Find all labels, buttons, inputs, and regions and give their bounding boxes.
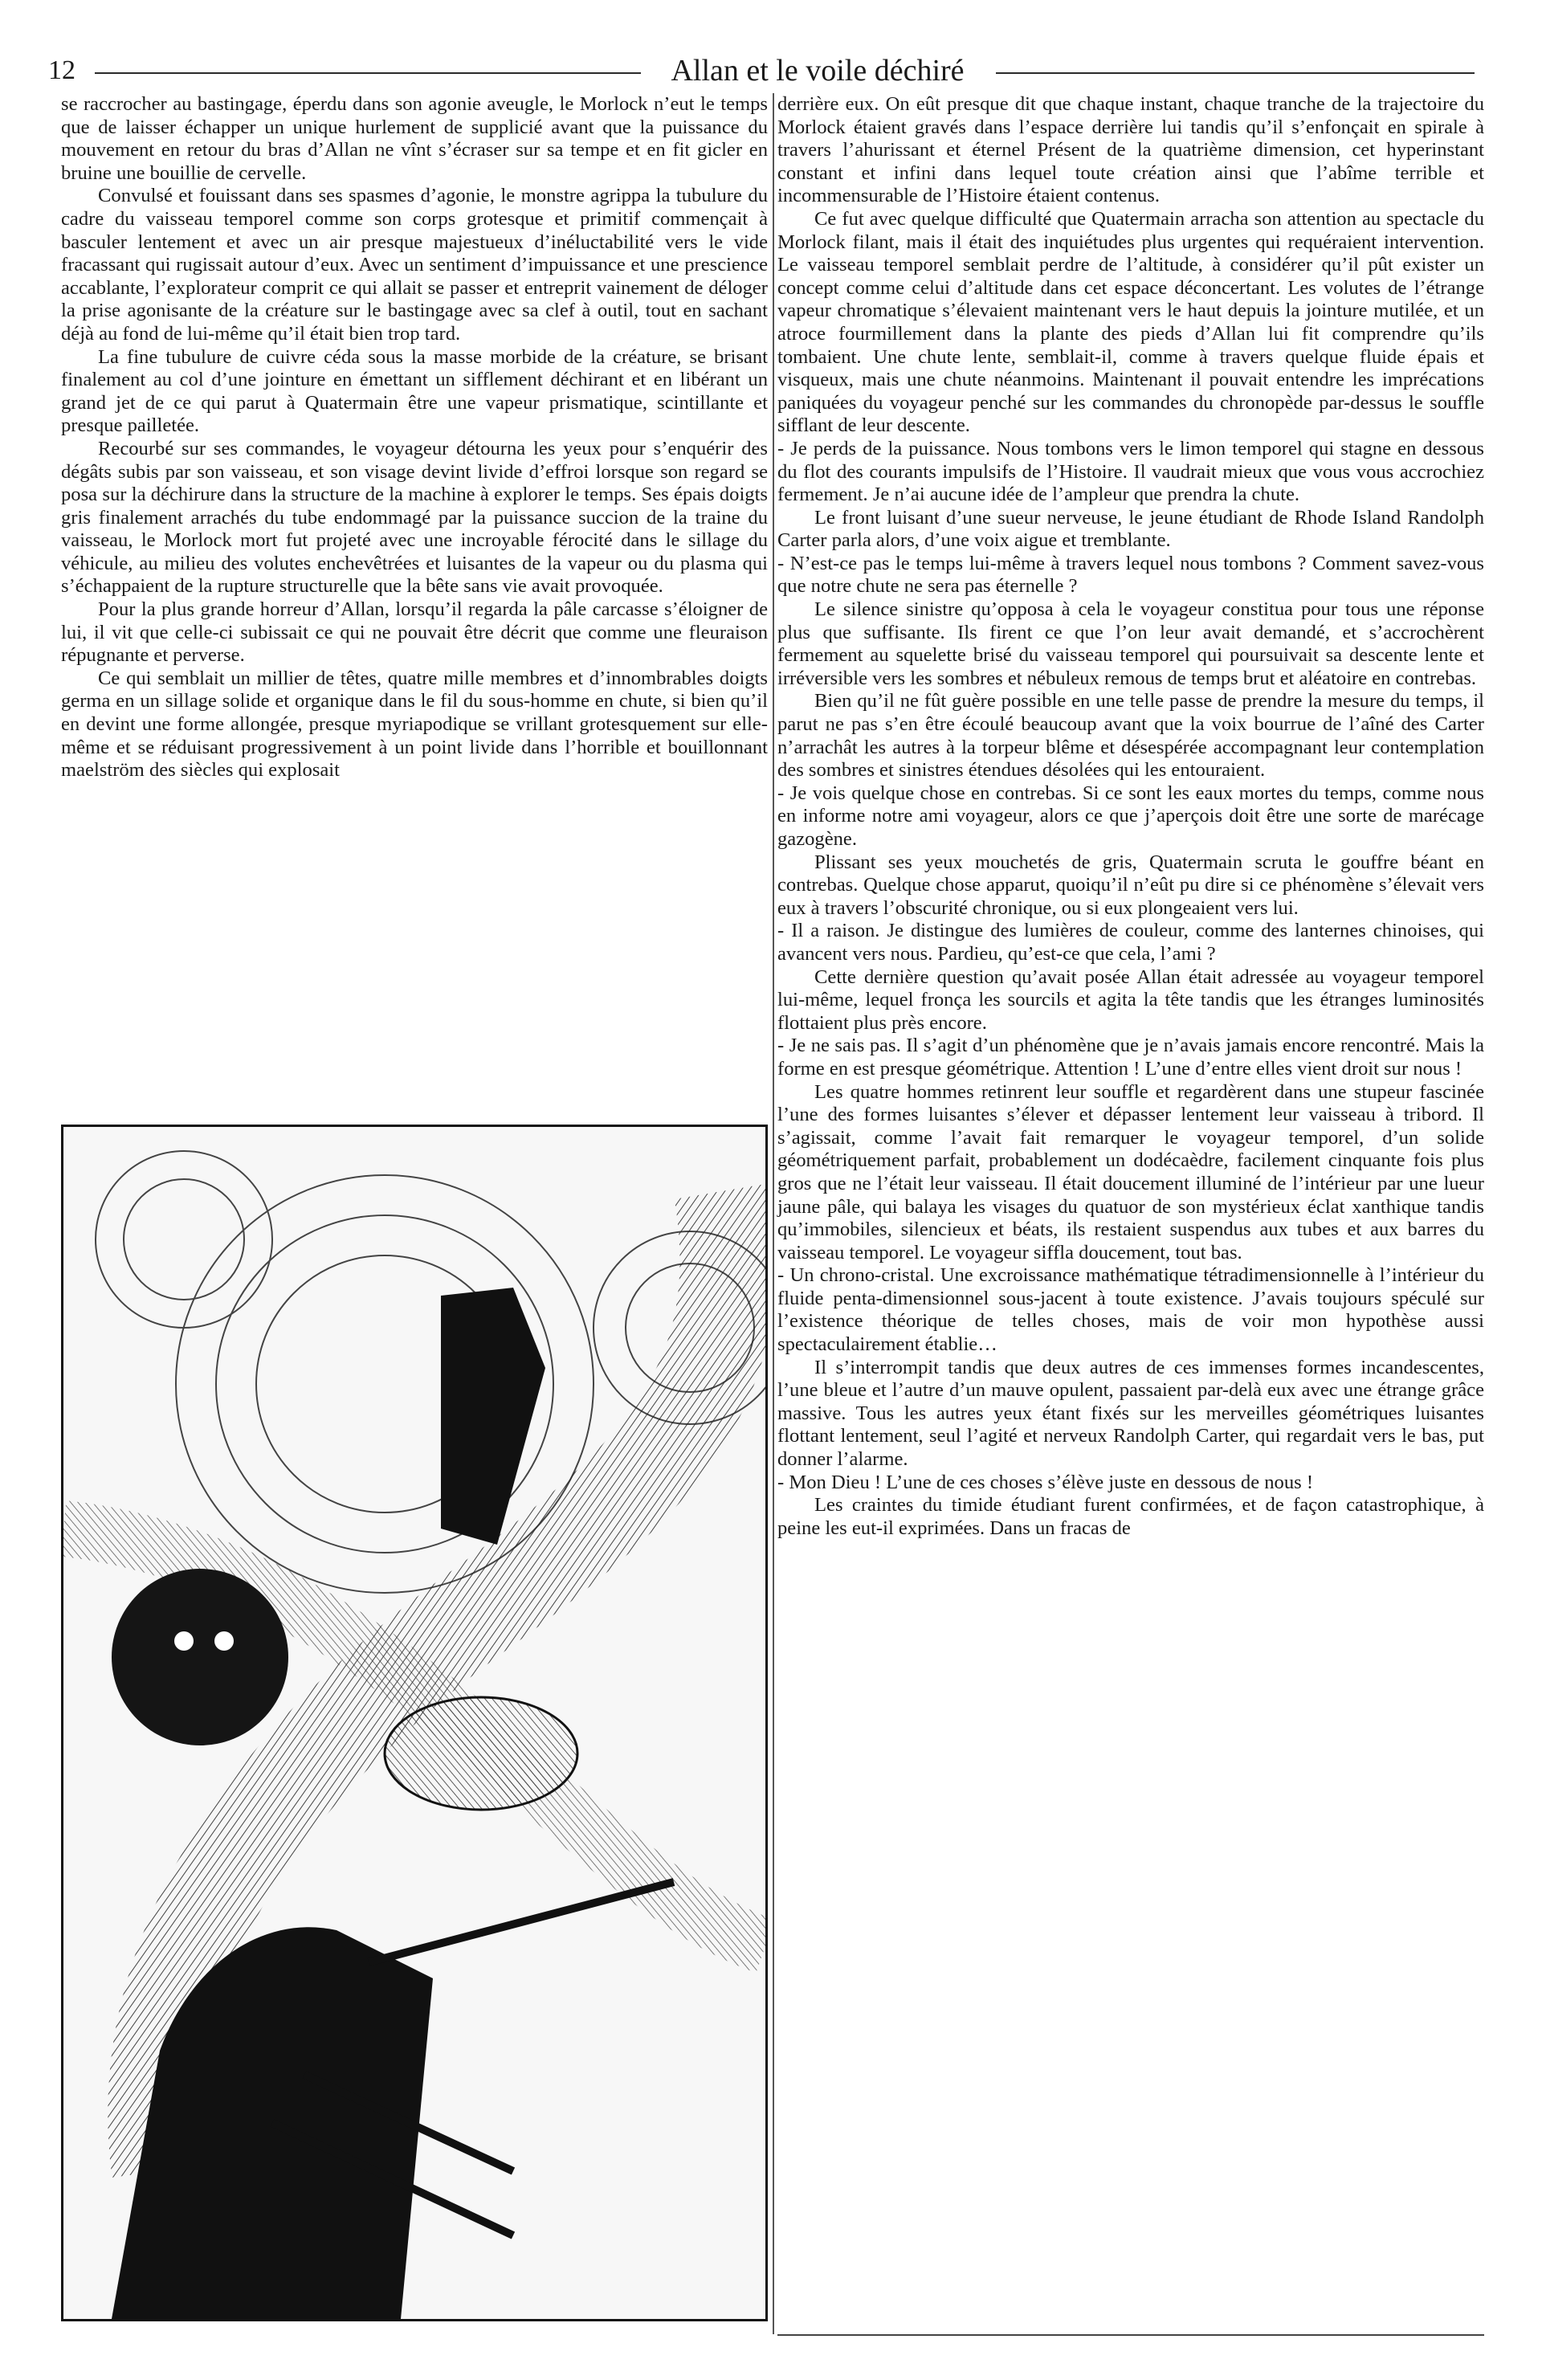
paragraph: Cette dernière question qu’avait posée Allan était adressée au voyageur temporel lui-même, lequel fronça les sourcils et agita la tête tandis que les étranges luminosités flottaient plus près encore. <box>777 965 1484 1034</box>
running-title: Allan et le voile déchiré <box>671 54 965 88</box>
illustration-artwork <box>63 1127 765 2319</box>
left-text-column <box>61 93 768 782</box>
paragraph: Les craintes du timide étudiant furent confirmées, et de façon catastrophique, à peine les eut-il exprimées. Dans un fracas de <box>777 1494 1484 1539</box>
morlock-head <box>112 1569 288 1745</box>
paragraph: derrière eux. On eût presque dit que chaque instant, chaque tranche de la trajectoire du Morlock étaient gravés dans l’espace derrière lui tandis qu’il s’enfonçait en spirale à travers l’ahurissant et éternel Présent de la quatrième dimension, cet hyperinstant constant et infini dans lequel toute création ainsi que l’abîme terrible et incommensurable de l’Histoire étaient contenus. <box>777 93 1484 207</box>
paragraph: Le silence sinistre qu’opposa à cela le voyageur constitua pour tous une réponse plus que suffisante. Ils firent ce que l’on leur avait demandé, et s’accrochèrent fermement au squelette brisé du vaisseau temporel qui poursuivait sa descente lente et irréversible vers les sombres et nébuleux remous de temps brut et aléatoire en contrebas. <box>777 598 1484 689</box>
paragraph: Bien qu’il ne fût guère possible en une telle passe de prendre la mesure du temps, il parut ne pas s’en être écoulé beaucoup avant que la voix bourrue de l’aîné des Carter n’arrachât les autres à la torpeur blême et désespérée accompagnant leur contemplation des sombres et sinistres étendues désolées qui les entouraient. <box>777 690 1484 782</box>
paragraph: Les quatre hommes retinrent leur souffle et regardèrent dans une stupeur fascinée l’une des formes luisantes s’élever et dépasser lentement leur vaisseau à tribord. Il s’agissait, comme l’avait fait remarquer le voyageur temporel, d’un solide géométriquement parfait, probablement un dodécaèdre, facilement cinquante fois plus gros que ne l’était leur vaisseau. Il était doucement illuminé de l’intérieur par une lueur jaune pâle, qui balaya les visages du quatuor de son mystérieux éclat xanthique tandis qu’immobiles, silencieux et béats, ils restaient suspendus aux tubes et aux barres du vaisseau temporel. Le voyageur siffla doucement, tout bas. <box>777 1080 1484 1263</box>
header-rule-left <box>95 72 641 74</box>
dialogue: - Je ne sais pas. Il s’agit d’un phénomène que je n’avais jamais encore rencontré. Mais la forme en est presque géométrique. Attention ! L’une d’entre elles vient droit sur nous ! <box>777 1035 1484 1080</box>
column-divider <box>773 93 774 2334</box>
paragraph: Ce fut avec quelque difficulté que Quatermain arracha son attention au spectacle du Morlock filant, mais il était des inquiétudes plus urgentes qui requéraient intervention. Le vaisseau temporel semblait perdre de l’altitude, à considérer qu’il pût exister un concept comme celui d’altitude dans cet espace déconcertant. Les volutes de l’étrange vapeur chromatique s’élevaient maintenant vers le haut depuis la jointure mutilée, et un atroce fourmillement dans la plante des pieds d’Allan lui fit comprendre qu’ils tombaient. Une chute lente, semblait-il, comme à travers quelque fluide épais et visqueux, mais une chute néanmoins. Maintenant il pouvait entendre les imprécations paniquées du voyageur penché sur les commandes du chronopède par-dessus le souffle sifflant de leur descente. <box>777 207 1484 437</box>
page-header <box>48 50 1475 93</box>
footer-rule <box>777 2334 1484 2336</box>
dialogue: - Il a raison. Je distingue des lumières de couleur, comme des lanternes chinoises, qui avancent vers nous. Pardieu, qu’est-ce que cela, l’ami ? <box>777 920 1484 965</box>
paragraph: Le front luisant d’une sueur nerveuse, le jeune étudiant de Rhode Island Randolph Carter parla alors, d’une voix aigue et tremblante. <box>777 506 1484 552</box>
morlock-eye-left <box>174 1631 194 1651</box>
dialogue: - Je vois quelque chose en contrebas. Si ce sont les eaux mortes du temps, comme nous en informe notre ami voyageur, alors ce que j’aperçois doit être une sorte de marécage gazogène. <box>777 782 1484 850</box>
page-number: 12 <box>48 55 75 85</box>
paragraph: Convulsé et fouissant dans ses spasmes d’agonie, le monstre agrippa la tubulure du cadre du vaisseau temporel comme son corps grotesque et primitif commençait à basculer lentement et avec un air presque majestueux d’inéluctabilité vers le vide fracassant qui rugissait autour d’eux. Avec un sentiment d’impuissance et une prescience accablante, l’explorateur comprit ce qui allait se passer et entreprit vainement de déloger la prise agonisante de la créature sur le bastingage avec sa clef à outil, tout en sachant déjà au fond de lui-même qu’il était bien trop tard. <box>61 185 768 345</box>
paragraph: La fine tubulure de cuivre céda sous la masse morbide de la créature, se brisant finalement au col d’une jointure en émettant un sifflement déchirant et en libérant un grand jet de ce qui parut à Quatermain être une vapeur prismatique, scintillante et presque pailletée. <box>61 345 768 437</box>
paragraph: Ce qui semblait un millier de têtes, quatre mille membres et d’innombrables doigts germa en un sillage solide et organique dans le fil du sous-homme en chute, si bien qu’il en devint une forme allongée, presque myriapodique se vrillant grotesquement sur elle-même et se réduisant progressivement à un point livide dans l’horrible et bouillonnant maelström des siècles qui explosait <box>61 667 768 782</box>
paragraph: Pour la plus grande horreur d’Allan, lorsqu’il regarda la pâle carcasse s’éloigner de lui, il vit que celle-ci subissait ce qui ne pouvait être décrit que comme une fleuraison répugnante et perverse. <box>61 598 768 667</box>
illustration <box>61 1125 768 2321</box>
traveller-figure <box>385 1697 577 1810</box>
dialogue: - N’est-ce pas le temps lui-même à travers lequel nous tombons ? Comment savez-vous que notre chute ne sera pas éternelle ? <box>777 552 1484 598</box>
paragraph: Il s’interrompit tandis que deux autres de ces immenses formes incandescentes, l’une bleue et l’autre d’un mauve opulent, passaient par-delà eux avec une étrange grâce massive. Tous les autres yeux étant fixés sur les merveilles géométriques luisantes flottant lentement, seul l’agité et nerveux Randolph Carter, qui regardait vers le bas, put donner l’alarme. <box>777 1356 1484 1471</box>
dialogue: - Je perds de la puissance. Nous tombons vers le limon temporel qui stagne en dessous du flot des courants impulsifs de l’Histoire. Il vaudrait mieux que vous vous accrochiez fermement. Je n’ai aucune idée de l’ampleur que prendra la chute. <box>777 437 1484 506</box>
header-rule-right <box>996 72 1475 74</box>
dialogue: - Un chrono-cristal. Une excroissance mathématique tétradimensionnelle à l’intérieur du fluide penta-dimensionnel sous-jacent à toute existence. J’avais toujours spéculé sur l’existence théorique de telles choses, mais de voir mon hypothèse aussi spectaculairement établie… <box>777 1264 1484 1356</box>
dialogue: - Mon Dieu ! L’une de ces choses s’élève juste en dessous de nous ! <box>777 1471 1314 1493</box>
paragraph: se raccrocher au bastingage, éperdu dans son agonie aveugle, le Morlock n’eut le temps que de laisser échapper un unique hurlement de supplicié avant que la puissance du mouvement en retour du bras d’Allan ne vînt s’écraser sur sa tempe et en fit gicler en bruine une bouillie de cervelle. <box>61 93 768 184</box>
right-text-column <box>777 93 1484 1540</box>
paragraph: Recourbé sur ses commandes, le voyageur détourna les yeux pour s’enquérir des dégâts subis par son vaisseau, et son visage devint livide d’effroi lorsque son regard se posa sur la déchirure dans la structure de la machine à explorer le temps. Ses épais doigts gris finalement arrachés du tube endommagé par la puissance succion de la traine du vaisseau, le Morlock mort fut projeté avec une incroyable férocité dans le sillage du véhicule, au milieu des volutes enchevêtrées et luisantes de la vapeur ou du plasma qui s’échappaient de la rupture structurelle que la bête sans vie avait provoquée. <box>61 437 768 598</box>
paragraph: Plissant ses yeux mouchetés de gris, Quatermain scruta le gouffre béant en contrebas. Quelque chose apparut, quoiqu’il n’eût pu dire si ce phénomène s’élevait vers eux à travers l’obscurité chronique, ou si eux plongeaient vers lui. <box>777 851 1484 919</box>
morlock-eye-right <box>214 1631 234 1651</box>
